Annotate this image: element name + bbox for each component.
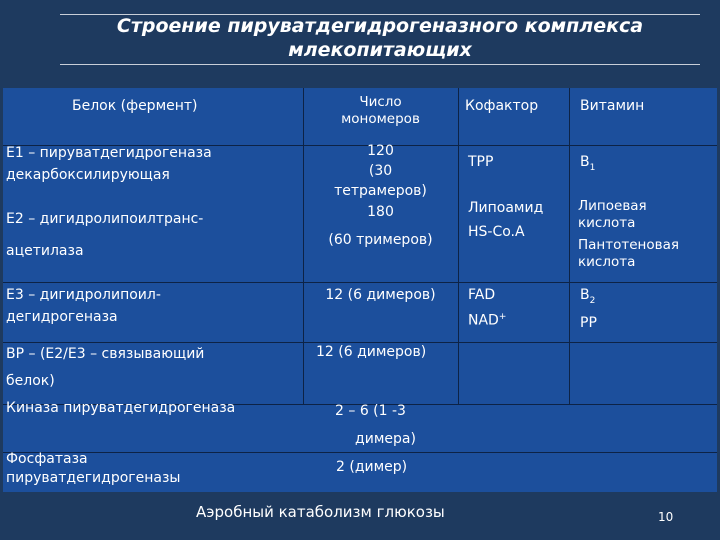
row-e3-cofactor: [468, 284, 506, 332]
row-e2-protein-line-2: ацетилаза: [6, 243, 84, 259]
row-e2-protein-line-1: E2 – дигидролипоилтранс-: [6, 211, 204, 227]
row-e3-vitamin-sub: 2: [589, 295, 596, 306]
header-monomer-count: [303, 94, 458, 128]
title-bottom-rule: [60, 64, 700, 65]
row-e3-protein-line-1: E3 – дигидролипоил-: [6, 287, 161, 303]
header-count-line-2: мономеров: [341, 111, 420, 127]
header-cofactor: Кофактор: [465, 98, 539, 114]
row-e3-count: 12 (6 димеров): [325, 287, 436, 303]
row-bp-protein-line-1: BP – (E2/E3 – связывающий: [6, 346, 205, 362]
row-e1-protein-line-1: E1 – пируватдегидрогеназа: [6, 145, 212, 161]
row-kinase-count-line-2: димера): [355, 431, 416, 447]
row-phosphatase-protein-line-2: пируватдегидрогеназы: [6, 470, 181, 486]
row-e3-cofactor-nad: NAD: [468, 312, 499, 329]
page-number: 10: [658, 510, 674, 524]
row-e3-vitamin-line-2: PP: [580, 314, 597, 331]
row-e1-protein: [6, 142, 212, 186]
row-e2-vitamin-line-4: кислота: [578, 254, 636, 270]
row-e3-protein-line-2: дегидрогеназа: [6, 309, 118, 325]
row-e2-vitamin: [578, 198, 679, 271]
grid-col-line: [458, 88, 459, 404]
row-e2-cofactor: [468, 196, 543, 244]
row-phosphatase-protein: [6, 450, 181, 488]
row-e3-cofactor-line-2: [468, 306, 506, 332]
row-e2-protein: [6, 203, 203, 267]
row-phosphatase-count: 2 (димер): [336, 459, 408, 475]
row-e2-vitamin-line-2: кислота: [578, 215, 636, 231]
row-e2-vitamin-line-1: Липоевая: [578, 198, 647, 214]
row-e1-count-line-2: (30: [368, 163, 393, 179]
row-kinase-protein: Киназа пируватдегидрогеназа: [6, 400, 236, 416]
row-e1-count-line-1: 120: [367, 143, 394, 159]
row-phosphatase-protein-line-1: Фосфатаза: [6, 451, 88, 467]
row-bp-count: 12 (6 димеров): [316, 344, 427, 360]
row-e2-cofactor-line-2: HS-Co.A: [468, 224, 525, 240]
row-e2-vitamin-line-3: Пантотеновая: [578, 237, 679, 253]
grid-col-line: [569, 88, 570, 404]
row-e3-vitamin-base: B: [580, 287, 590, 303]
row-e3-cofactor-sup: +: [498, 312, 507, 322]
header-count-line-1: Число: [359, 94, 402, 110]
row-e3-vitamin: [580, 284, 597, 334]
row-e1-vitamin-sub: 1: [589, 162, 596, 173]
row-e2-count: [303, 198, 458, 254]
row-e2-count-line-2: (60 тримеров): [328, 232, 433, 248]
row-e1-vitamin: [580, 151, 595, 179]
footer-caption: Аэробный катаболизм глюкозы: [196, 503, 445, 521]
row-e2-cofactor-line-1: Липоамид: [468, 200, 544, 216]
row-e1-count: [303, 141, 458, 201]
page-title: [60, 14, 700, 62]
row-e1-vitamin-base: B: [580, 154, 590, 170]
row-e3-cofactor-line-1: FAD: [468, 287, 496, 303]
row-kinase-count: [303, 397, 458, 453]
title-line-2: млекопитающих: [288, 39, 472, 61]
row-e3-protein: [6, 284, 161, 328]
row-kinase-count-line-1: 2 – 6 (1 -3: [335, 403, 406, 419]
row-bp-protein: [6, 341, 204, 395]
row-e1-cofactor: TPP: [468, 154, 494, 170]
row-e2-count-line-1: 180: [367, 204, 394, 220]
grid-row-line: [3, 282, 717, 283]
row-e1-protein-line-2: декарбоксилирующая: [6, 167, 170, 183]
title-line-1: Строение пируватдегидрогеназного комплекса: [116, 15, 644, 37]
row-e3-vitamin-line-1: [580, 284, 597, 312]
header-protein: Белок (фермент): [72, 98, 198, 114]
row-e1-count-line-3: тетрамеров): [334, 183, 427, 199]
header-vitamin: Витамин: [580, 98, 645, 114]
row-bp-protein-line-2: белок): [6, 373, 55, 389]
